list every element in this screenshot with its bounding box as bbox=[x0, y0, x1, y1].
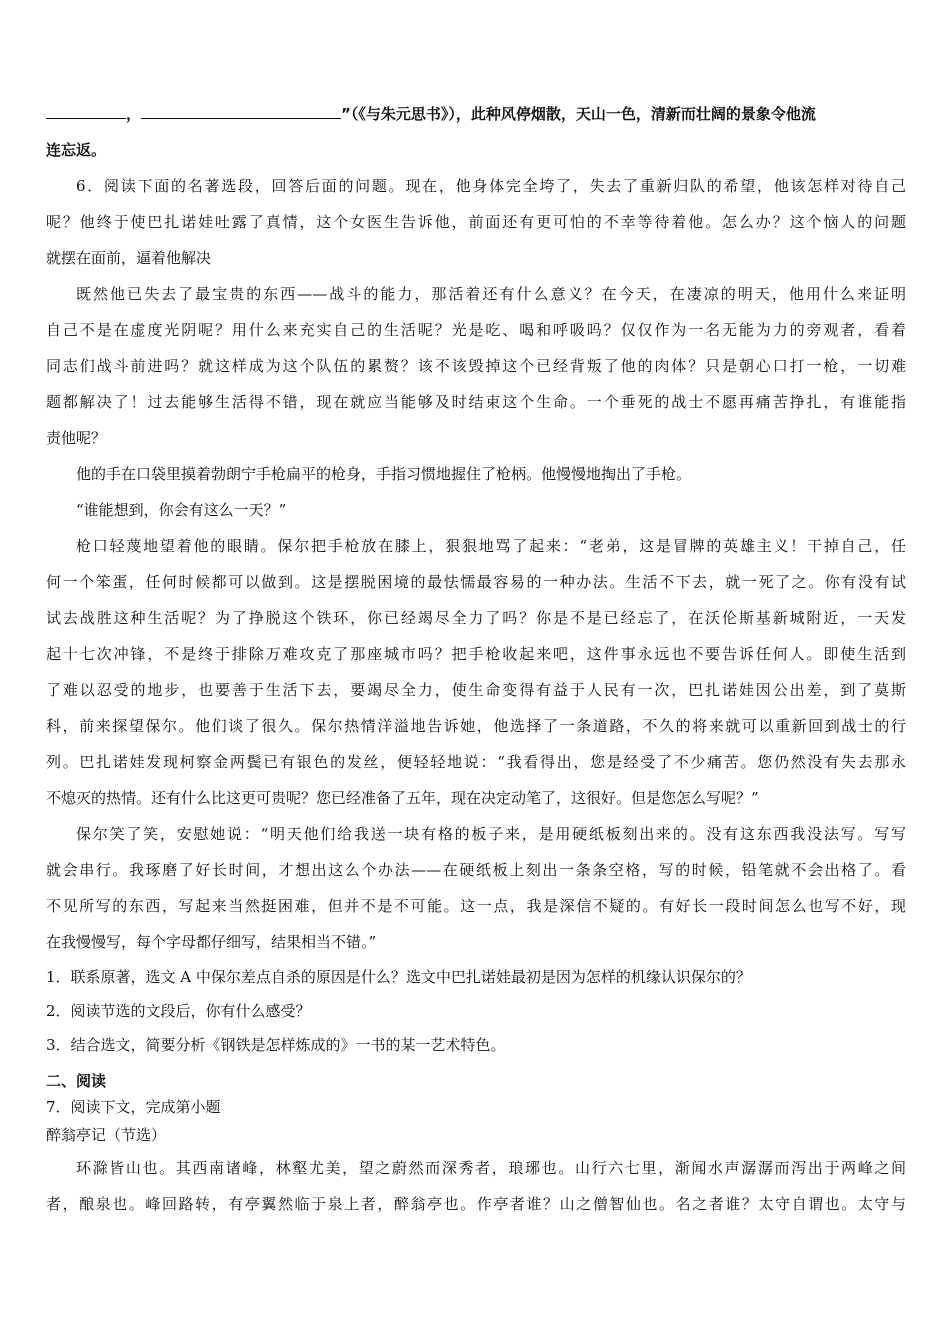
passage-p3: “谁能想到，你会有这么一天？” bbox=[76, 501, 287, 519]
document-page bbox=[46, 96, 906, 1222]
passage-p4-line5: 了难以忍受的地步，也要善于生活下去，要竭尽全力，使生命变得有益于人民有一次，巴扎诺娃因公出差，到了莫斯 bbox=[46, 681, 906, 699]
fill-blank-line bbox=[46, 96, 906, 132]
passage-p1-line4: 题都解决了！过去能够生活得不错，现在就应当能够及时结束这个生命。一个垂死的战士不愿再痛苦挣扎，有谁能指 bbox=[46, 393, 906, 411]
passage-p5-line1: 保尔笑了笑，安慰她说：“明天他们给我送一块有格的板子来，是用硬纸板刻出来的。没有这东西我没法写。写写 bbox=[76, 825, 906, 843]
q6-intro-line1: 6．阅读下面的名著选段，回答后面的问题。现在，他身体完全垮了，失去了重新归队的希望，他该怎样对待自己 bbox=[76, 177, 906, 195]
passage-p4-line4: 起十七次冲锋，不是终于排除万难攻克了那座城市吗？把手枪收起来吧，这件事永远也不要告诉任何人。即使生活到 bbox=[46, 645, 906, 663]
passage-p1-line2: 自己不是在虚度光阴呢？用什么来充实自己的生活呢？光是吃、喝和呼吸吗？仅仅作为一名无能为力的旁观者，看着 bbox=[46, 321, 906, 339]
sub-question-1: 1．联系原著，选文 A 中保尔差点自杀的原因是什么？选文中巴扎诺娃最初是因为怎样的机缘认识保尔的？ bbox=[46, 968, 751, 986]
passage-p4-line1: 枪口轻蔑地望着他的眼睛。保尔把手枪放在膝上，狠狠地骂了起来：“老弟，这是冒牌的英雄主义！干掉自己，任 bbox=[76, 537, 906, 555]
q6-intro-line3: 就摆在面前，逼着他解决 bbox=[46, 249, 212, 267]
comma: ， bbox=[126, 105, 142, 123]
section-heading-reading: 二、阅读 bbox=[46, 1072, 107, 1090]
passage-p4-line2: 何一个笨蛋，任何时候都可以做到。这是摆脱困境的最怯懦最容易的一种办法。生活不下去，就一死了之。你有没有试 bbox=[46, 573, 906, 591]
passage-p4-line6: 科，前来探望保尔。他们谈了很久。保尔热情洋溢地告诉她，他选择了一条道路，不久的将来就可以重新回到战士的行 bbox=[46, 717, 906, 735]
passage-p4-line8: 不熄灭的热情。还有什么比这更可贵呢？您已经准备了五年，现在决定动笔了，这很好。但是您怎么写呢？” bbox=[46, 789, 759, 807]
passage-title: 醉翁亭记（节选） bbox=[46, 1126, 167, 1144]
passage-p5-line4: 在我慢慢写，每个字母都仔细写，结果相当不错。” bbox=[46, 933, 377, 951]
passage-p1-line1: 既然他已失去了最宝贵的东西——战斗的能力，那活着还有什么意义？在今天，在凄凉的明天，他用什么来证明 bbox=[76, 285, 906, 303]
passage-p1-line3: 同志们战斗前进吗？就这样成为这个队伍的累赘？该不该毁掉这个已经背叛了他的肉体？只是朝心口打一枪，一切难 bbox=[46, 357, 906, 375]
answer-blank-2[interactable] bbox=[141, 104, 341, 119]
answer-blank-1[interactable] bbox=[46, 104, 126, 119]
sub-question-2: 2．阅读节选的文段后，你有什么感受？ bbox=[46, 1002, 311, 1020]
passage-p5-line2: 就会串行。我琢磨了好长时间，才想出这么个办法——在硬纸板上刻出一条条空格，写的时候，铅笔就不会出格了。看 bbox=[46, 861, 906, 879]
passage-p5-line3: 不见所写的东西，写起来当然挺困难，但并不是不可能。这一点，我是深信不疑的。有好长一段时间怎么也写不好，现 bbox=[46, 897, 906, 915]
passage-p4-line7: 列。巴扎诺娃发现柯察金两鬓已有银色的发丝，便轻轻地说：“我看得出，您是经受了不少痛苦。您仍然没有失去那永 bbox=[46, 753, 906, 771]
sub-question-3: 3．结合选文，简要分析《钢铁是怎样炼成的》一书的某一艺术特色。 bbox=[46, 1036, 506, 1054]
quote-continuation: ”（《与朱元思书》），此种风停烟散，天山一色，清新而壮阔的景象令他流 bbox=[341, 105, 816, 123]
classical-p1-line1: 环滁皆山也。其西南诸峰，林壑尤美，望之蔚然而深秀者，琅琊也。山行六七里，渐闻水声潺潺而泻出于两峰之间 bbox=[76, 1159, 906, 1177]
passage-p1-line5: 责他呢？ bbox=[46, 429, 107, 447]
q6-intro-line2: 呢？他终于使巴扎诺娃吐露了真情，这个女医生告诉他，前面还有更可怕的不幸等待着他。怎么办？这个恼人的问题 bbox=[46, 213, 906, 231]
quote-continuation-line2: 连忘返。 bbox=[46, 141, 107, 159]
passage-p2: 他的手在口袋里摸着勃朗宁手枪扁平的枪身，手指习惯地握住了枪柄。他慢慢地掏出了手枪。 bbox=[76, 465, 692, 483]
passage-p4-line3: 试去战胜这种生活呢？为了挣脱这个铁环，你已经竭尽全力了吗？你是不是已经忘了，在沃伦斯基新城附近，一天发 bbox=[46, 609, 906, 627]
classical-p1-line2: 者，酿泉也。峰回路转，有亭翼然临于泉上者，醉翁亭也。作亭者谁？山之僧智仙也。名之者谁？太守自谓也。太守与 bbox=[46, 1195, 906, 1213]
q7-instruction: 7．阅读下文，完成第小题 bbox=[46, 1098, 221, 1116]
